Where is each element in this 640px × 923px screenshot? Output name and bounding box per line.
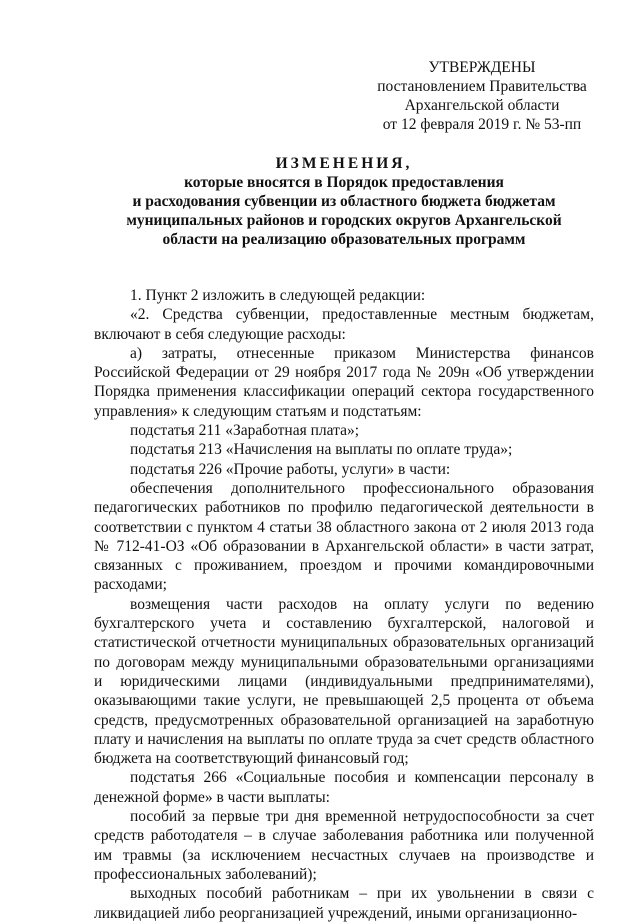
document-title [94, 154, 594, 249]
paragraph: пособий за первые три дня временной нетрудоспособности за счет средств работодателя – в случае заболевания работника или полученной им травмы (за исключением несчастных случаев на производстве и профессиональных заболеваний); [94, 808, 594, 883]
title-line-4: области на реализацию образовательных программ [162, 231, 526, 248]
title-line-2: и расходования субвенции из областного бюджета бюджетам [132, 193, 556, 210]
paragraph: обеспечения дополнительного профессионального образования педагогических работников по профилю педагогической деятельности в соответствии с пунктом 4 статьи 38 областного закона от 2 июля 2013 года № 712-41-ОЗ «Об образовании в Архангельской области» в части затрат, связанных с проживанием, проездом и прочими командировочными расходами; [94, 479, 594, 594]
approval-region: Архангельской области [404, 97, 560, 114]
paragraph: возмещения части расходов на оплату услуги по ведению бухгалтерского учета и составлению бухгалтерской, налоговой и статистической отчетности муниципальных образовательных организаций по договорам между муниципальными образовательными организациями и юридическими лицами (индивидуальными предпринимателями), оказывающими такие услуги, не превышающей 2,5 процента от объема средств, предусмотренных образовательной организацией на заработную плату и начисления на выплаты по оплате труда за счет средств областного бюджета на соответствующий финансовый год; [94, 595, 594, 768]
paragraph: подстатья 211 «Заработная плата»; [130, 422, 360, 440]
paragraph: подстатья 226 «Прочие работы, услуги» в части: [130, 460, 451, 478]
document-body [94, 286, 594, 923]
paragraph: подстатья 213 «Начисления на выплаты по оплате труда»; [130, 441, 513, 459]
paragraph: «2. Средства субвенции, предоставленные местным бюджетам, включают в себя следующие расходы: [94, 306, 594, 343]
title-line-1: которые вносятся в Порядок предоставления [184, 174, 504, 191]
approval-date: от 12 февраля 2019 г. № 53-пп [382, 116, 582, 133]
approval-block [372, 58, 592, 134]
paragraph: 1. Пункт 2 изложить в следующей редакции: [130, 287, 426, 304]
paragraph: выходных пособий работникам – при их увольнении в связи с ликвидацией либо реорганизацией учреждений, иными организационно- [94, 885, 594, 922]
approval-decree: постановлением Правительства [377, 78, 587, 95]
title-line-3: муниципальных районов и городских округов Архангельской [126, 212, 562, 229]
approval-heading: УТВЕРЖДЕНЫ [428, 59, 536, 76]
paragraph: а) затраты, отнесенные приказом Министерства финансов Российской Федерации от 29 ноября 2017 года № 209н «Об утверждении Порядка применения классификации операций сектора государственного управления» к следующим статьям и подстатьям: [94, 344, 594, 420]
title-heading: ИЗМЕНЕНИЯ, [275, 155, 413, 172]
paragraph: подстатья 266 «Социальные пособия и компенсации персоналу в денежной форме» в части выплаты: [94, 769, 594, 806]
